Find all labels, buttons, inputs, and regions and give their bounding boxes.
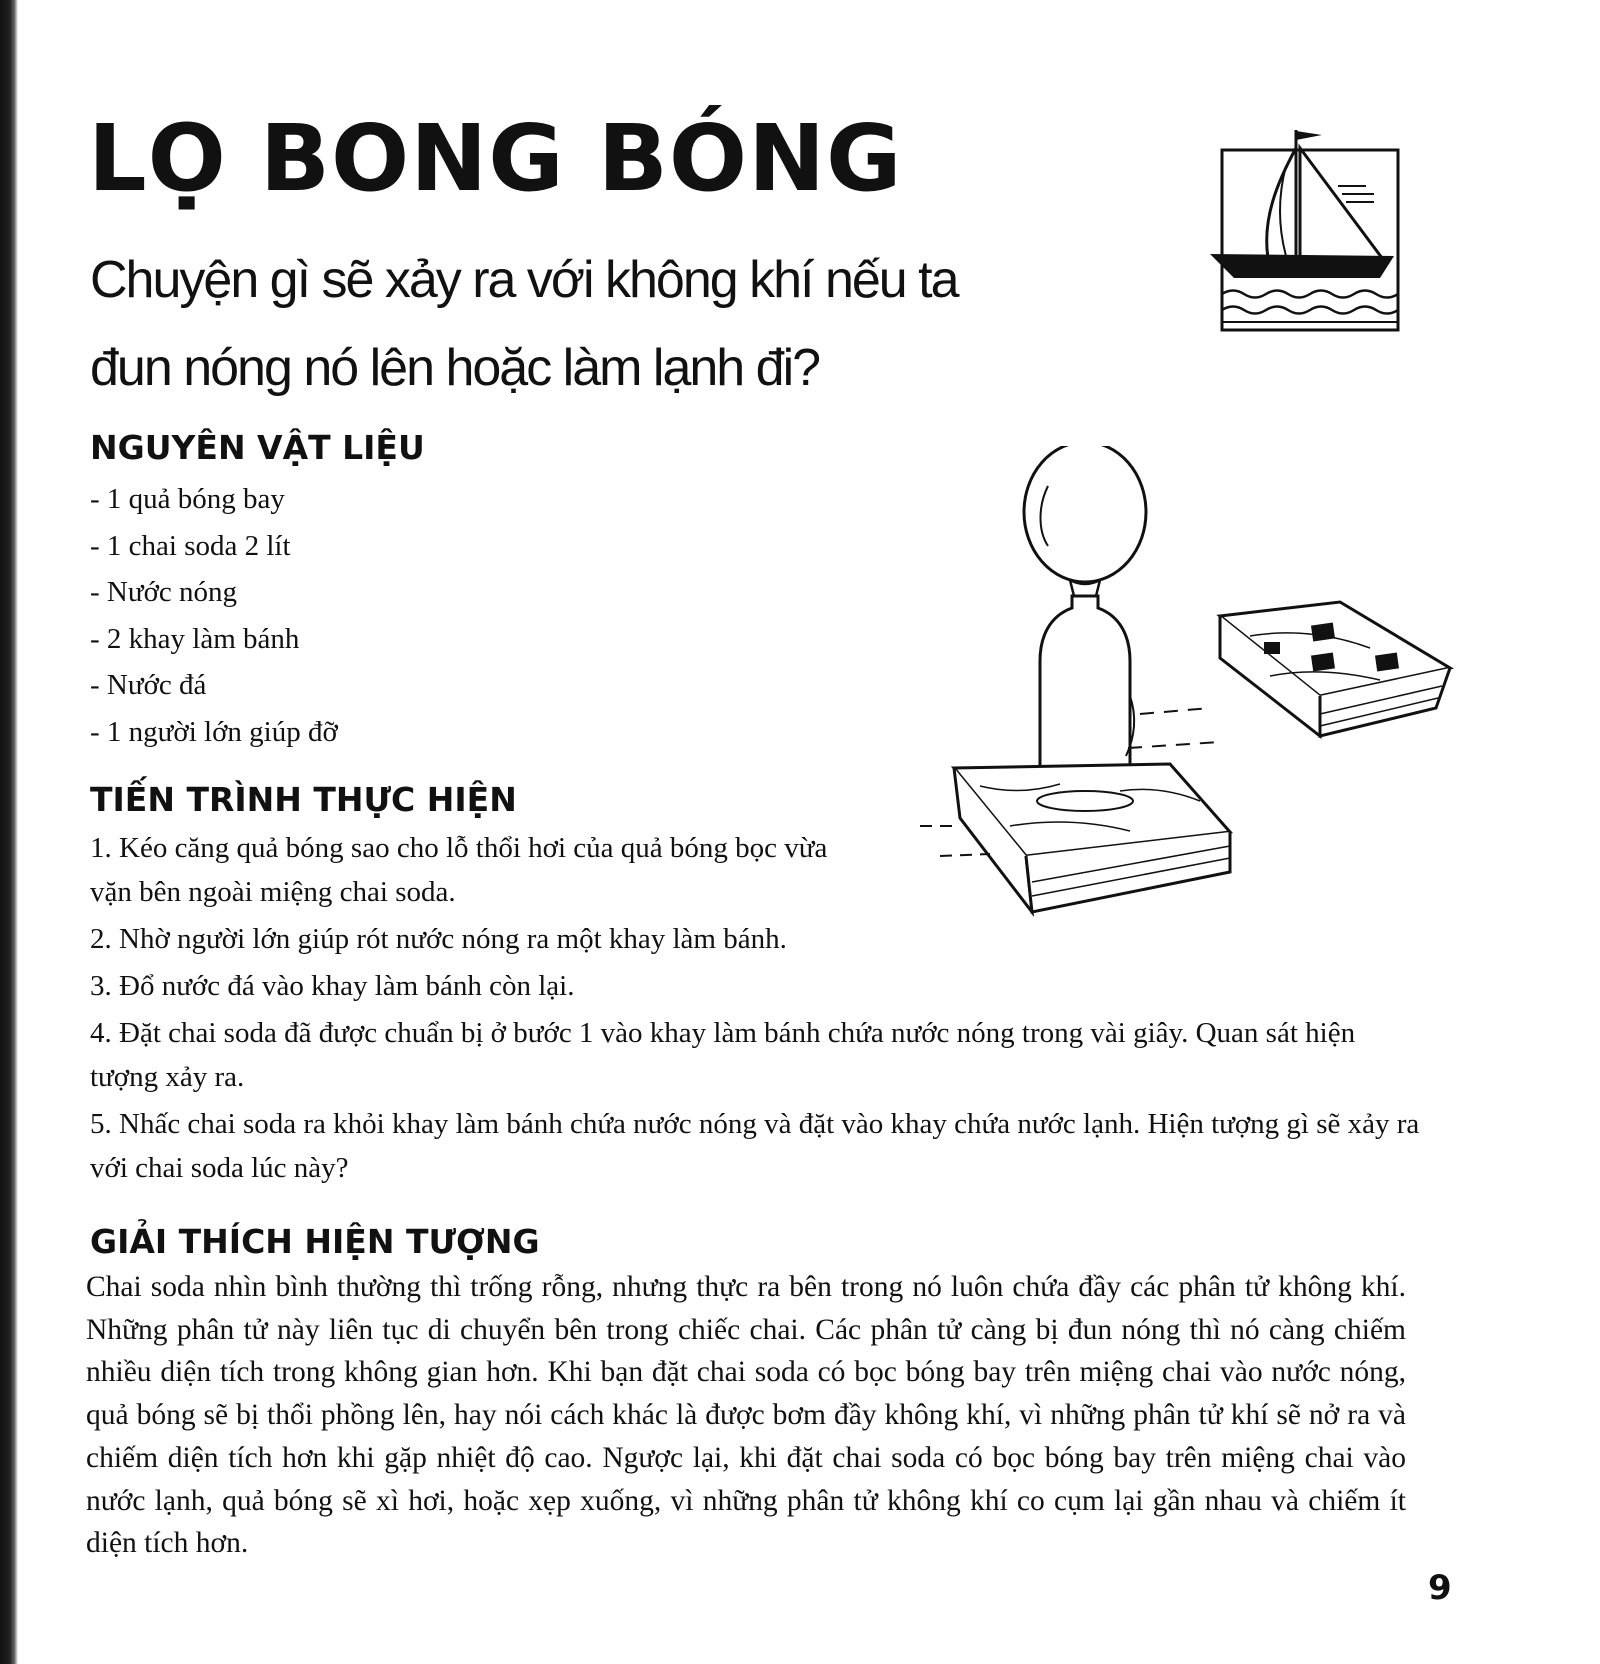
list-item: - 1 chai soda 2 lít [90, 523, 338, 570]
list-item: - 1 người lớn giúp đỡ [90, 709, 338, 756]
list-item: 5. Nhấc chai soda ra khỏi khay làm bánh chứa nước nóng và đặt vào khay chứa nước lạnh. Hiện tượng gì sẽ xảy ra với chai soda lúc này? [90, 1108, 1420, 1184]
explanation-paragraph: Chai soda nhìn bình thường thì trống rỗng, nhưng thực ra bên trong nó luôn chứa đầy các phân tử không khí. Những phân tử này liên tục di chuyển bên trong chiếc chai. Các phân tử càng bị đun nóng thì nó càng chiếm nhiều diện tích trong không gian hơn. Khi bạn đặt chai soda có bọc bóng bay trên miệng chai vào nước nóng, quả bóng sẽ bị thổi phồng lên, hay nói cách khác là được bơm đầy không khí, vì những phân tử khí sẽ nở ra và chiếm diện tích hơn khi gặp nhiệt độ cao. Ngược lại, khi đặt chai soda có bọc bóng bay trên miệng chai vào nước lạnh, quả bóng sẽ xì hơi, hoặc xẹp xuống, vì những phân tử không khí co cụm lại gần nhau và chiếm ít diện tích hơn. [86, 1271, 1406, 1560]
materials-list [90, 476, 338, 755]
explanation-heading: GIẢI THÍCH HIỆN TƯỢNG [90, 1222, 540, 1261]
procedure-heading: TIẾN TRÌNH THỰC HIỆN [90, 780, 517, 819]
page-binding-edge [0, 0, 18, 1664]
page-number: 9 [1428, 1568, 1452, 1608]
materials-heading: NGUYÊN VẬT LIỆU [90, 428, 425, 467]
list-item: - Nước đá [90, 662, 338, 709]
sailboat-icon [1208, 126, 1406, 334]
procedure-steps [90, 826, 1420, 1193]
page-subtitle: Chuyện gì sẽ xảy ra với không khí nếu ta đun nóng nó lên hoặc làm lạnh đi? [90, 251, 958, 397]
page-title: LỌ BONG BÓNG [88, 105, 903, 212]
list-item: 4. Đặt chai soda đã được chuẩn bị ở bước 1 vào khay làm bánh chứa nước nóng trong vài giây. Quan sát hiện tượng xảy ra. [90, 1017, 1356, 1093]
list-item: 3. Đổ nước đá vào khay làm bánh còn lại. [90, 970, 575, 1002]
list-item: 2. Nhờ người lớn giúp rót nước nóng ra một khay làm bánh. [90, 923, 787, 955]
list-item: - 2 khay làm bánh [90, 616, 338, 663]
list-item: - Nước nóng [90, 569, 338, 616]
list-item: 1. Kéo căng quả bóng sao cho lỗ thổi hơi của quả bóng bọc vừa vặn bên ngoài miệng chai soda. [90, 832, 828, 908]
list-item: - 1 quả bóng bay [90, 476, 338, 523]
